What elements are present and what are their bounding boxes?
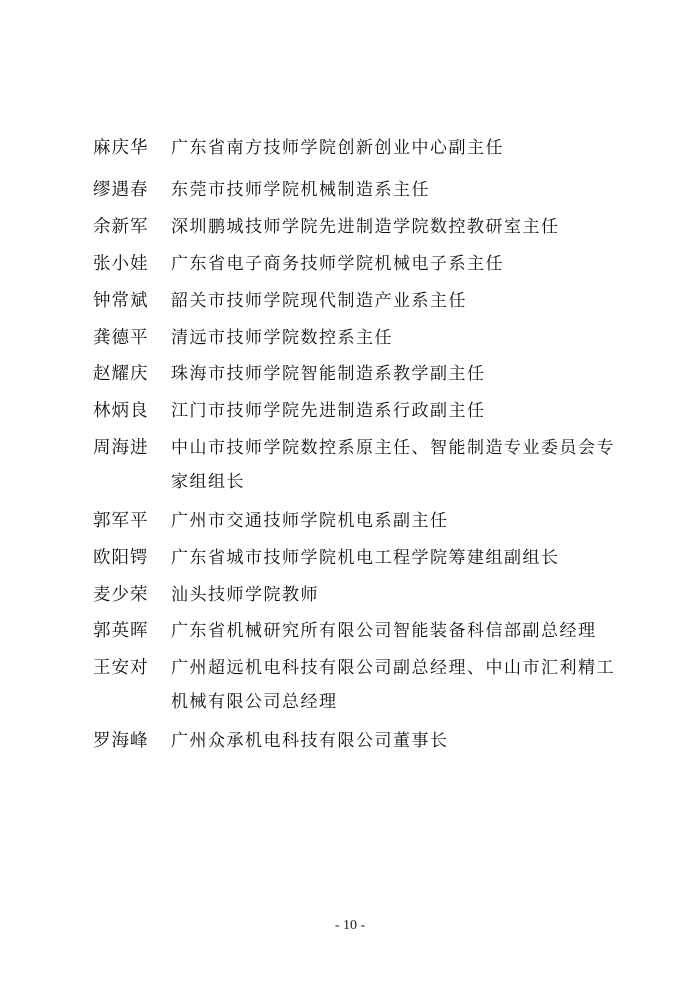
- member-name: 罗海峰: [93, 731, 149, 751]
- member-title: 广东省城市技师学院机电工程学院筹建组副组长: [171, 548, 560, 568]
- member-title: 广州众承机电科技有限公司董事长: [171, 731, 449, 751]
- member-entry: [93, 394, 633, 428]
- member-title: 东莞市技师学院机械制造系主任: [171, 180, 430, 200]
- member-name: 龚德平: [93, 328, 149, 348]
- member-entry: [93, 131, 633, 165]
- member-entry: [93, 321, 633, 355]
- member-name: 郭英晖: [93, 621, 149, 641]
- member-entry: [93, 247, 633, 281]
- member-title: 广东省机械研究所有限公司智能装备科信部副总经理: [171, 621, 597, 641]
- member-name: 欧阳锷: [93, 548, 149, 568]
- member-entry: [93, 578, 633, 612]
- member-entry: [93, 504, 633, 538]
- member-title: 中山市技师学院数控系原主任、智能制造专业委员会专家组组长: [171, 438, 615, 492]
- member-name: 余新军: [93, 217, 149, 237]
- member-title: 广州超远机电科技有限公司副总经理、中山市汇利精工机械有限公司总经理: [171, 658, 615, 712]
- member-entry: [93, 614, 633, 648]
- member-name: 缪遇春: [93, 180, 149, 200]
- member-title: 珠海市技师学院智能制造系教学副主任: [171, 364, 486, 384]
- member-name: 张小娃: [93, 254, 149, 274]
- member-name: 周海进: [93, 438, 149, 458]
- member-name: 钟常斌: [93, 291, 149, 311]
- member-entry: [93, 541, 633, 575]
- member-title: 广州市交通技师学院机电系副主任: [171, 511, 449, 531]
- member-name: 赵耀庆: [93, 364, 149, 384]
- member-entry: [93, 210, 633, 244]
- member-name: 麦少荣: [93, 585, 149, 605]
- member-entry: [93, 284, 633, 318]
- member-name: 麻庆华: [93, 138, 149, 158]
- member-entry: [93, 357, 633, 391]
- member-entry: [93, 173, 633, 207]
- member-title: 广东省南方技师学院创新创业中心副主任: [171, 138, 504, 158]
- member-title: 广东省电子商务技师学院机械电子系主任: [171, 254, 504, 274]
- member-entry: [93, 651, 633, 719]
- member-title: 江门市技师学院先进制造系行政副主任: [171, 401, 486, 421]
- page-number: - 10 -: [334, 918, 366, 933]
- member-entry: [93, 431, 633, 499]
- member-title: 深圳鹏城技师学院先进制造学院数控教研室主任: [171, 217, 560, 237]
- member-name: 林炳良: [93, 401, 149, 421]
- member-title: 清远市技师学院数控系主任: [171, 328, 393, 348]
- member-title: 汕头技师学院教师: [171, 585, 319, 605]
- member-title: 韶关市技师学院现代制造产业系主任: [171, 291, 467, 311]
- member-name: 郭军平: [93, 511, 149, 531]
- member-name: 王安对: [93, 658, 149, 678]
- member-entry: [93, 724, 633, 758]
